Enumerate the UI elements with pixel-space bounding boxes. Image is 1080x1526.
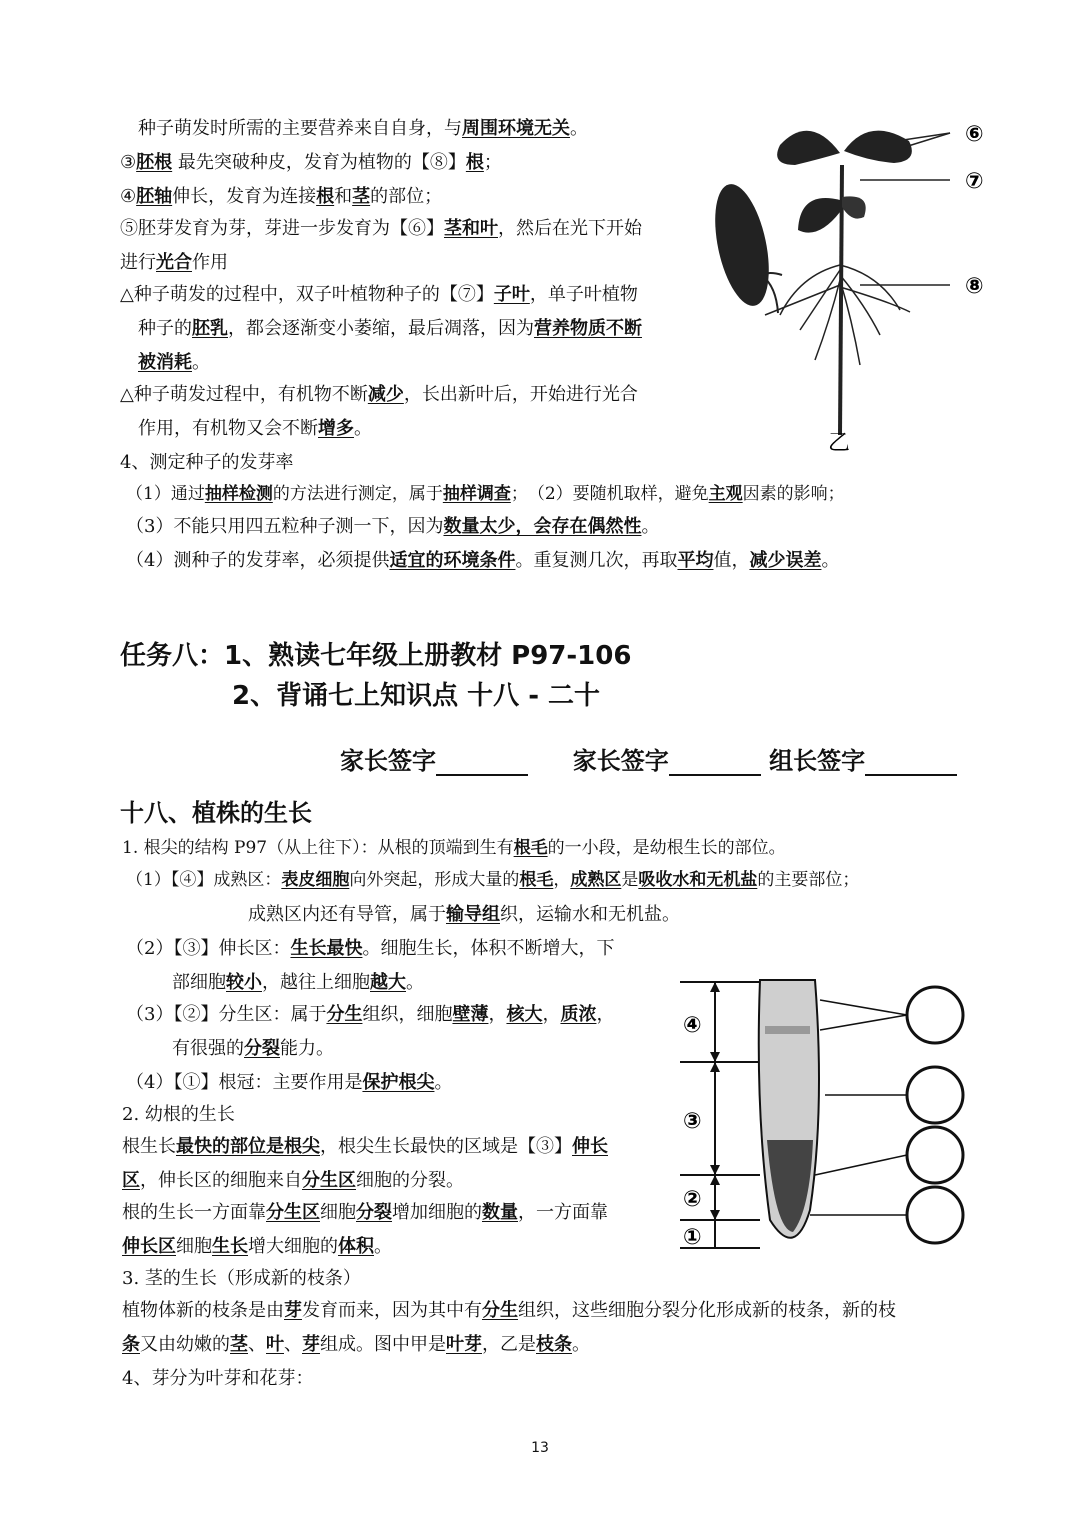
line-germination-heading: 4、测定种子的发芽率 [120,452,294,473]
line-plumule: ⑤胚芽发育为芽，芽进一步发育为【⑥】茎和叶，然后在光下开始 [120,218,642,239]
line-stem-heading: 3. 茎的生长（形成新的枝条） [122,1268,361,1289]
line-endosperm: 种子的胚乳，都会逐渐变小萎缩，最后凋落，因为营养物质不断 [138,318,642,339]
label-8: ⑧ [965,274,984,299]
line-maturation: （1）【④】成熟区：表皮细胞向外突起，形成大量的根毛，成熟区是吸收水和无机盐的主要部位； [126,870,860,890]
line-branch: 植物体新的枝条是由芽发育而来，因为其中有分生组织，这些细胞分裂分化形成新的枝条，新的枝 [122,1300,896,1321]
line-consumed: 被消耗。 [138,352,210,373]
zone-label-2: ② [683,1187,702,1212]
line-organic-increase: 作用，有机物又会不断增多。 [138,418,372,439]
line-photosynthesis: 进行光合作用 [120,252,228,273]
task-line-1: 任务八：1、熟读七年级上册教材 P97-106 [120,641,632,671]
roots [765,265,910,365]
line-conditions: （4）测种子的发芽率，必须提供适宜的环境条件。重复测几次，再取平均值，减少误差。 [126,550,840,571]
leaf-left [777,131,840,165]
sign-blank-2[interactable] [669,752,761,776]
line-root-tip: 1. 根尖的结构 P97（从上往下）：从根的顶端到生有根毛的一小段，是幼根生长的部位。 [122,838,786,858]
zone-label-1: ① [683,1225,702,1250]
section-heading: 十八、植株的生长 [120,799,312,827]
sign-blank-1[interactable] [436,752,528,776]
line-elongation: （2）【③】伸长区：生长最快。细胞生长，体积不断增大，下 [126,938,615,959]
line-sample-size: （3）不能只用四五粒种子测一下，因为数量太少，会存在偶然性。 [126,516,660,537]
label-7: ⑦ [965,169,984,194]
label-6: ⑥ [965,122,984,147]
line-division: 有很强的分裂能力。 [172,1038,334,1059]
line-radicle: ③胚根 最先突破种皮，发育为植物的【⑧】根； [120,152,502,173]
detail-root-hair [907,987,963,1043]
cotyledon-left [798,198,840,233]
line-cells-from: 区，伸长区的细胞来自分生区细胞的分裂。 [122,1170,464,1191]
seedling-figure [700,105,1000,460]
line-hypocotyl: ④胚轴伸长，发育为连接根和茎的部位； [120,186,443,207]
line-vessels: 成熟区内还有导管，属于输导组织，运输水和无机盐。 [248,904,680,925]
stem [840,165,842,435]
zone-label-3: ③ [683,1109,702,1134]
task-line-2: 2、背诵七上知识点 十八 - 二十 [232,681,601,711]
leaf-right [844,131,912,163]
detail-root-cap-cell [907,1187,963,1243]
zone-label-4: ④ [683,1013,702,1038]
line-sampling: （1）通过抽样检测的方法进行测定，属于抽样调查； （2）要随机取样，避免主观因素的影响； [126,484,845,504]
line-root-growth-heading: 2. 幼根的生长 [122,1104,235,1125]
line-growth-one: 根的生长一方面靠分生区细胞分裂增加细胞的数量，一方面靠 [122,1202,608,1223]
line-cotyledon: △种子萌发的过程中，双子叶植物种子的【⑦】子叶，单子叶植物 [120,284,638,305]
line-root-cap: （4）【①】根冠：主要作用是保护根尖。 [126,1072,453,1093]
signature-row: 家长签字 家长签字 组长签字 [340,746,957,776]
line-bud-types: 4、芽分为叶芽和花芽： [122,1368,314,1389]
line-branch-parts: 条又由幼嫩的茎、叶、芽组成。图中甲是叶芽，乙是枝条。 [122,1334,590,1355]
seed-shape [706,179,779,310]
line-growth-two: 伸长区细胞生长增大细胞的体积。 [122,1236,392,1257]
page-number: 13 [531,1440,549,1456]
figure-caption: 乙 [828,431,851,456]
line-organic-decrease: △种子萌发过程中，有机物不断减少，长出新叶后，开始进行光合 [120,384,638,405]
line-cell-size: 部细胞较小，越往上细胞越大。 [172,972,424,993]
sign-blank-3[interactable] [865,752,957,776]
line-meristem: （3）【②】分生区：属于分生组织，细胞壁薄，核大，质浓， [126,1004,615,1025]
root-tip-figure [675,970,975,1255]
detail-meristem-cell [907,1127,963,1183]
line-nutrition: 种子萌发时所需的主要营养来自自身，与周围环境无关。 [138,118,588,139]
detail-elongation-cell [907,1067,963,1123]
line-fastest: 根生长最快的部位是根尖，根尖生长最快的区域是【③】伸长 [122,1136,608,1157]
